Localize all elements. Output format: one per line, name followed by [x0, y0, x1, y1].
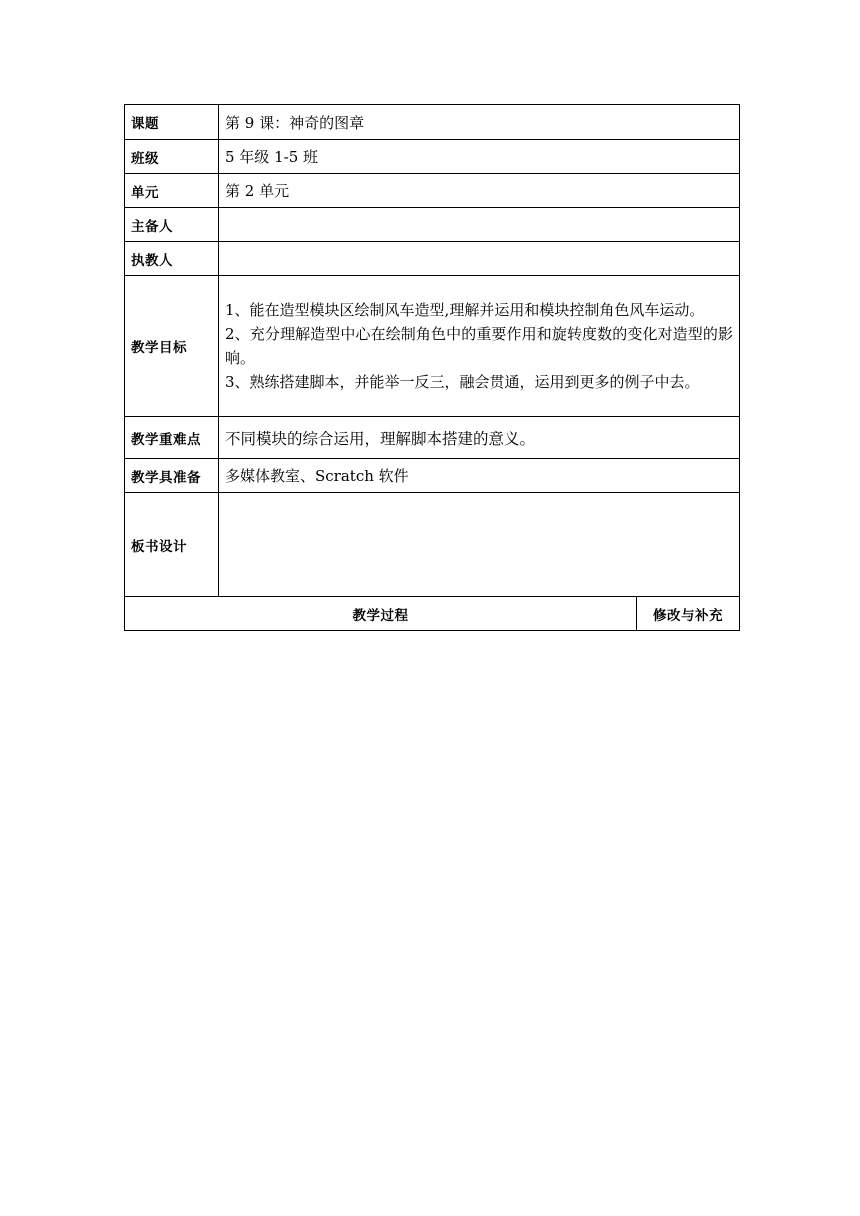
teacher-value — [219, 242, 740, 276]
teacher-label: 执教人 — [125, 242, 219, 276]
row-board-design — [125, 493, 740, 597]
topic-value: 第 9 课：神奇的图章 — [219, 105, 740, 140]
row-footer — [125, 597, 740, 631]
row-goals — [125, 276, 740, 417]
unit-label: 单元 — [125, 174, 219, 208]
lesson-plan-table — [124, 104, 740, 631]
topic-label: 课题 — [125, 105, 219, 140]
key-points-value: 不同模块的综合运用，理解脚本搭建的意义。 — [219, 417, 740, 459]
goal-item: 2、充分理解造型中心在绘制角色中的重要作用和旋转度数的变化对造型的影响。 — [225, 325, 733, 367]
row-key-points — [125, 417, 740, 459]
goal-item: 3、熟练搭建脚本，并能举一反三，融会贯通，运用到更多的例子中去。 — [225, 373, 700, 391]
class-label: 班级 — [125, 140, 219, 174]
row-unit — [125, 174, 740, 208]
teaching-process-header: 教学过程 — [125, 597, 637, 631]
goals-label: 教学目标 — [125, 276, 219, 417]
revision-header: 修改与补充 — [637, 597, 740, 631]
board-design-value — [219, 493, 740, 597]
row-lead-preparer — [125, 208, 740, 242]
goal-item: 1、能在造型模块区绘制风车造型,理解并运用和模块控制角色风车运动。 — [225, 301, 705, 319]
row-class — [125, 140, 740, 174]
class-value: 5 年级 1-5 班 — [219, 140, 740, 174]
row-materials — [125, 459, 740, 493]
board-design-label: 板书设计 — [125, 493, 219, 597]
row-topic — [125, 105, 740, 140]
goals-value — [219, 276, 740, 417]
unit-value: 第 2 单元 — [219, 174, 740, 208]
key-points-label: 教学重难点 — [125, 417, 219, 459]
lead-preparer-value — [219, 208, 740, 242]
lead-preparer-label: 主备人 — [125, 208, 219, 242]
materials-label: 教学具准备 — [125, 459, 219, 493]
materials-value: 多媒体教室、Scratch 软件 — [219, 459, 740, 493]
row-teacher — [125, 242, 740, 276]
